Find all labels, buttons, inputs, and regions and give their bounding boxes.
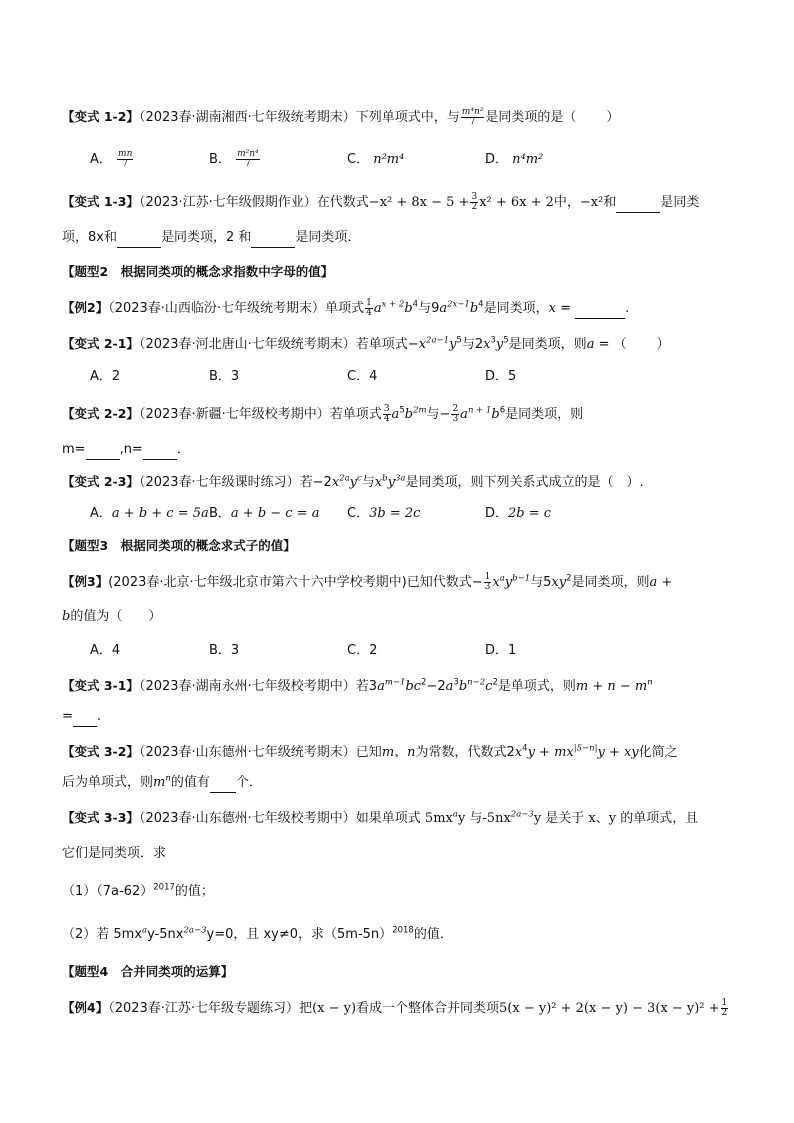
variant-tag: 【变式 1-3】 — [62, 194, 139, 209]
option-c: C．4 — [347, 369, 378, 384]
option-b: B． $\frac{\text{m²n⁴}}{7}$ — [209, 149, 259, 169]
example-4-question: 【例4】（2023春·江苏·七年级专题练习）把(x − y)看成一个整体合并同类项5(x − y)² + 2(x − y) − 3(x − y)² + $\frac{1}{2}$ — [62, 998, 728, 1018]
option-b: B．3 — [209, 643, 240, 658]
source: （2023春·湖南湘西·七年级统考期末） — [138, 110, 356, 125]
variant-2-2-line2: m= ,n= ． — [62, 440, 732, 460]
section-title-4: 【题型4 合并同类项的运算】 — [62, 964, 234, 979]
sub-question-1: $(1)(7a-62)^{2017}$的值； — [62, 882, 214, 899]
variant-3-3-line2: 它们是同类项．求 — [62, 846, 167, 861]
variant-3-2-question: 【变式 3-2】（2023春·山东德州·七年级统考期末）已知m、n为常数，代数式$2x^4y + mx^{|5-n|}y$ + xy化简之 — [62, 743, 678, 760]
section-title-2: 【题型2 根据同类项的概念求指数中字母的值】 — [62, 264, 334, 279]
option-a: A． $\frac{mn}{7}$ — [90, 149, 133, 169]
option-b: B．a + b − c = a — [209, 506, 320, 521]
option-a: A．a + b + c = 5a — [90, 506, 209, 521]
variant-2-1-question: 【变式 2-1】（2023春·河北唐山·七年级统考期末）若单项式$-x^{2a-1}y^5$与$2x^3y^5$是同类项，则a = （ ） — [62, 335, 670, 352]
fraction: $\frac{\text{m⁴n²}}{7}$ — [461, 107, 484, 127]
option-d: D．5 — [485, 369, 517, 384]
variant-3-3-question: 【变式 3-3】（2023春·山东德州·七年级校考期中）如果单项式 $5mx^ay$ 与$-5nx^{2a-3}y$ 是关于 x、y 的单项式，且 — [62, 809, 699, 826]
option-a: A．4 — [90, 643, 121, 658]
variant-1-3-line2: 项，8x和 是同类项，2 和 是同类项． — [62, 228, 732, 248]
variant-2-3-question: 【变式 2-3】（2023春·七年级课时练习）若$-2x^{2a}y^c$与$x^by^{3a}$是同类项，则下列关系式成立的是（ ）. — [62, 473, 644, 490]
sub-question-2: （2）若 $5mx^ay-5nx^{2a-3}y=0$，且 xy≠0，求$(5m-5n)^{2018}$的值． — [62, 925, 453, 942]
example-3-question: 【例3】(2023春·北京·七年级北京市第六十六中学校考期中)已知代数式− $\frac{1}{3}$ $x^ay^{b-1}$与$5xy^2$是同类项，则a + — [62, 572, 673, 592]
option-c: C．2 — [347, 643, 378, 658]
variant-tag: 【变式 1-2】 — [62, 109, 139, 124]
variant-3-2-line2: 后为单项式，则$m^n$的值有 个． — [62, 773, 732, 793]
section-title-3: 【题型3 根据同类项的概念求式子的值】 — [62, 538, 296, 553]
variant-3-1-question: 【变式 3-1】（2023春·湖南永州·七年级校考期中）若$3a^{m-1}bc^2-2a^3b^{n-2}c^2$是单项式，则$m + n - m^n$ — [62, 677, 653, 694]
option-c: C． n²m⁴ — [347, 152, 405, 167]
variant-1-2-question: 【变式 1-2】（2023春·湖南湘西·七年级统考期末）下列单项式中，与 $\frac{\text{m⁴n²}}{7}$ 是同类项的是（ ） — [62, 107, 620, 127]
option-c: C．3b = 2c — [347, 506, 421, 521]
option-a: A．2 — [90, 369, 121, 384]
example-3-line2: b的值为（ ） — [62, 609, 162, 624]
option-d: D．1 — [485, 643, 517, 658]
option-d: D．2b = c — [485, 506, 552, 521]
variant-3-1-line2: = . — [62, 707, 732, 727]
variant-2-2-question: 【变式 2-2】（2023春·新疆·七年级校考期中）若单项式 $\frac{3}{4}$ $a^5b^{2m}$与− $\frac{2}{3}$ $a^{n + 1}b^6$是同类项，则 — [62, 404, 584, 424]
variant-1-3-question: 【变式 1-3】（2023·江苏·七年级假期作业）在代数式−x² + 8x − 5 + $\frac{3}{2}$ x² + 6x + 2中，−x²和 是同类 — [62, 192, 700, 212]
option-d: D． n⁴m² — [485, 152, 544, 167]
option-b: B．3 — [209, 369, 240, 384]
example-2-question: 【例2】（2023春·山西临汾·七年级统考期末）单项式 $\frac{1}{4}$ $a^{x + 2}b^4$与$9a^{2x-1}b^4$是同类项，x = . — [62, 298, 630, 318]
